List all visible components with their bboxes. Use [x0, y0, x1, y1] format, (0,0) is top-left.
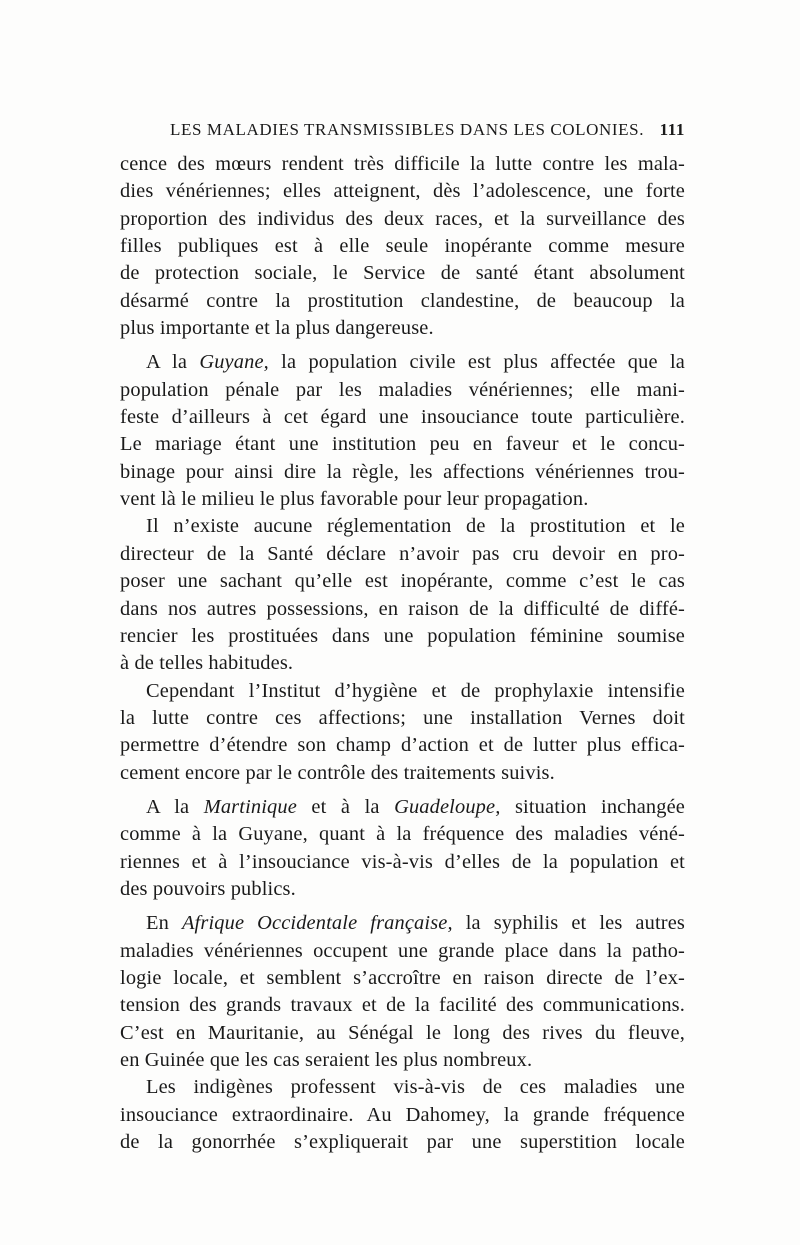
page-number: 111 [659, 120, 685, 139]
text-run: situation inchangée [500, 795, 685, 818]
running-head [120, 120, 685, 146]
text-line: insouciance extraordinaire. Au Dahomey, la grande fréquence [120, 1103, 685, 1126]
paragraph-guyane [120, 349, 685, 513]
text-line: rencier les prostituées dans une population féminine soumise [120, 624, 685, 647]
text-line: population pénale par les maladies vénériennes; elle mani- [120, 378, 685, 401]
text-line: maladies vénériennes occupent une grande place dans la patho- [120, 939, 685, 962]
place-name-martinique: Martinique [203, 795, 297, 818]
paragraph-4 [120, 678, 685, 787]
text-line: Il n’existe aucune réglementation de la prostitution et le [146, 515, 685, 538]
text-line: C’est en Mauritanie, au Sénégal le long des rives du fleuve, [120, 1021, 685, 1044]
text-line: tension des grands travaux et de la facilité des communications. [120, 994, 685, 1017]
text-run: A la [146, 351, 200, 374]
place-name-guyane: Guyane, [199, 351, 269, 374]
text-line: filles publiques est à elle seule inopérante comme mesure [120, 235, 685, 258]
text-line: dies vénériennes; elles atteignent, dès l’adolescence, une forte [120, 180, 685, 203]
place-name-guadeloupe: Guadeloupe, [394, 795, 501, 818]
text-line: la lutte contre ces affections; une installation Vernes doit [120, 706, 685, 729]
text-line [120, 910, 685, 937]
text-line: plus importante et la plus dangereuse. [120, 317, 434, 340]
text-line [120, 794, 685, 821]
text-run: et à la [296, 795, 395, 818]
text-run: A la [146, 795, 204, 818]
paragraph-1 [120, 151, 685, 342]
text-line [120, 349, 685, 376]
text-line: proportion des individus des deux races, et la surveillance des [120, 207, 685, 230]
text-line: riennes et à l’insouciance vis-à-vis d’elles de la population et [120, 850, 685, 873]
text-line: désarmé contre la prostitution clandestine, de beaucoup la [120, 289, 685, 312]
text-line: binage pour ainsi dire la règle, les affections vénériennes trou- [120, 460, 685, 483]
text-line: permettre d’étendre son champ d’action et de lutter plus effica- [120, 734, 685, 757]
text-line: dans nos autres possessions, en raison de la difficulté de diffé- [120, 597, 685, 620]
text-run: la syphilis et les autres [452, 912, 686, 935]
text-line: cement encore par le contrôle des traitements suivis. [120, 761, 555, 784]
text-line: cence des mœurs rendent très difficile la lutte contre les mala- [120, 153, 685, 175]
text-line: comme à la Guyane, quant à la fréquence des maladies véné- [120, 823, 685, 846]
paragraph-aof [120, 910, 685, 1074]
text-line: à de telles habitudes. [120, 652, 294, 675]
text-line: vent là le milieu le plus favorable pour leur propagation. [120, 488, 589, 511]
paragraph-7 [120, 1074, 685, 1156]
text-line: de la gonorrhée s’expliquerait par une superstition locale [120, 1131, 685, 1154]
paragraph-antilles [120, 794, 685, 903]
body-text [120, 151, 685, 1156]
text-line: feste d’ailleurs à cet égard une insouciance toute particulière. [120, 406, 685, 429]
text-line: poser une sachant qu’elle est inopérante, comme c’est le cas [120, 570, 685, 593]
text-line: en Guinée que les cas seraient les plus nombreux. [120, 1049, 533, 1071]
text-line: Le mariage étant une institution peu en faveur et le concu- [120, 433, 685, 456]
paragraph-3 [120, 513, 685, 677]
place-name-aof: Afrique Occidentale française, [181, 912, 453, 935]
text-line: directeur de la Santé déclare n’avoir pas cru devoir en pro- [120, 542, 685, 565]
text-line: Les indigènes professent vis-à-vis de ces maladies une [146, 1076, 685, 1099]
text-line: de protection sociale, le Service de santé étant absolument [120, 262, 685, 285]
running-head-title: LES MALADIES TRANSMISSIBLES DANS LES COLONIES. [170, 120, 645, 139]
text-line: logie locale, et semblent s’accroître en raison directe de l’ex- [120, 966, 685, 989]
text-run: En [146, 912, 182, 935]
text-run: la population civile est plus affectée que la [268, 351, 685, 374]
text-line: des pouvoirs publics. [120, 877, 296, 900]
text-line: Cependant l’Institut d’hygiène et de prophylaxie intensifie [146, 679, 685, 702]
